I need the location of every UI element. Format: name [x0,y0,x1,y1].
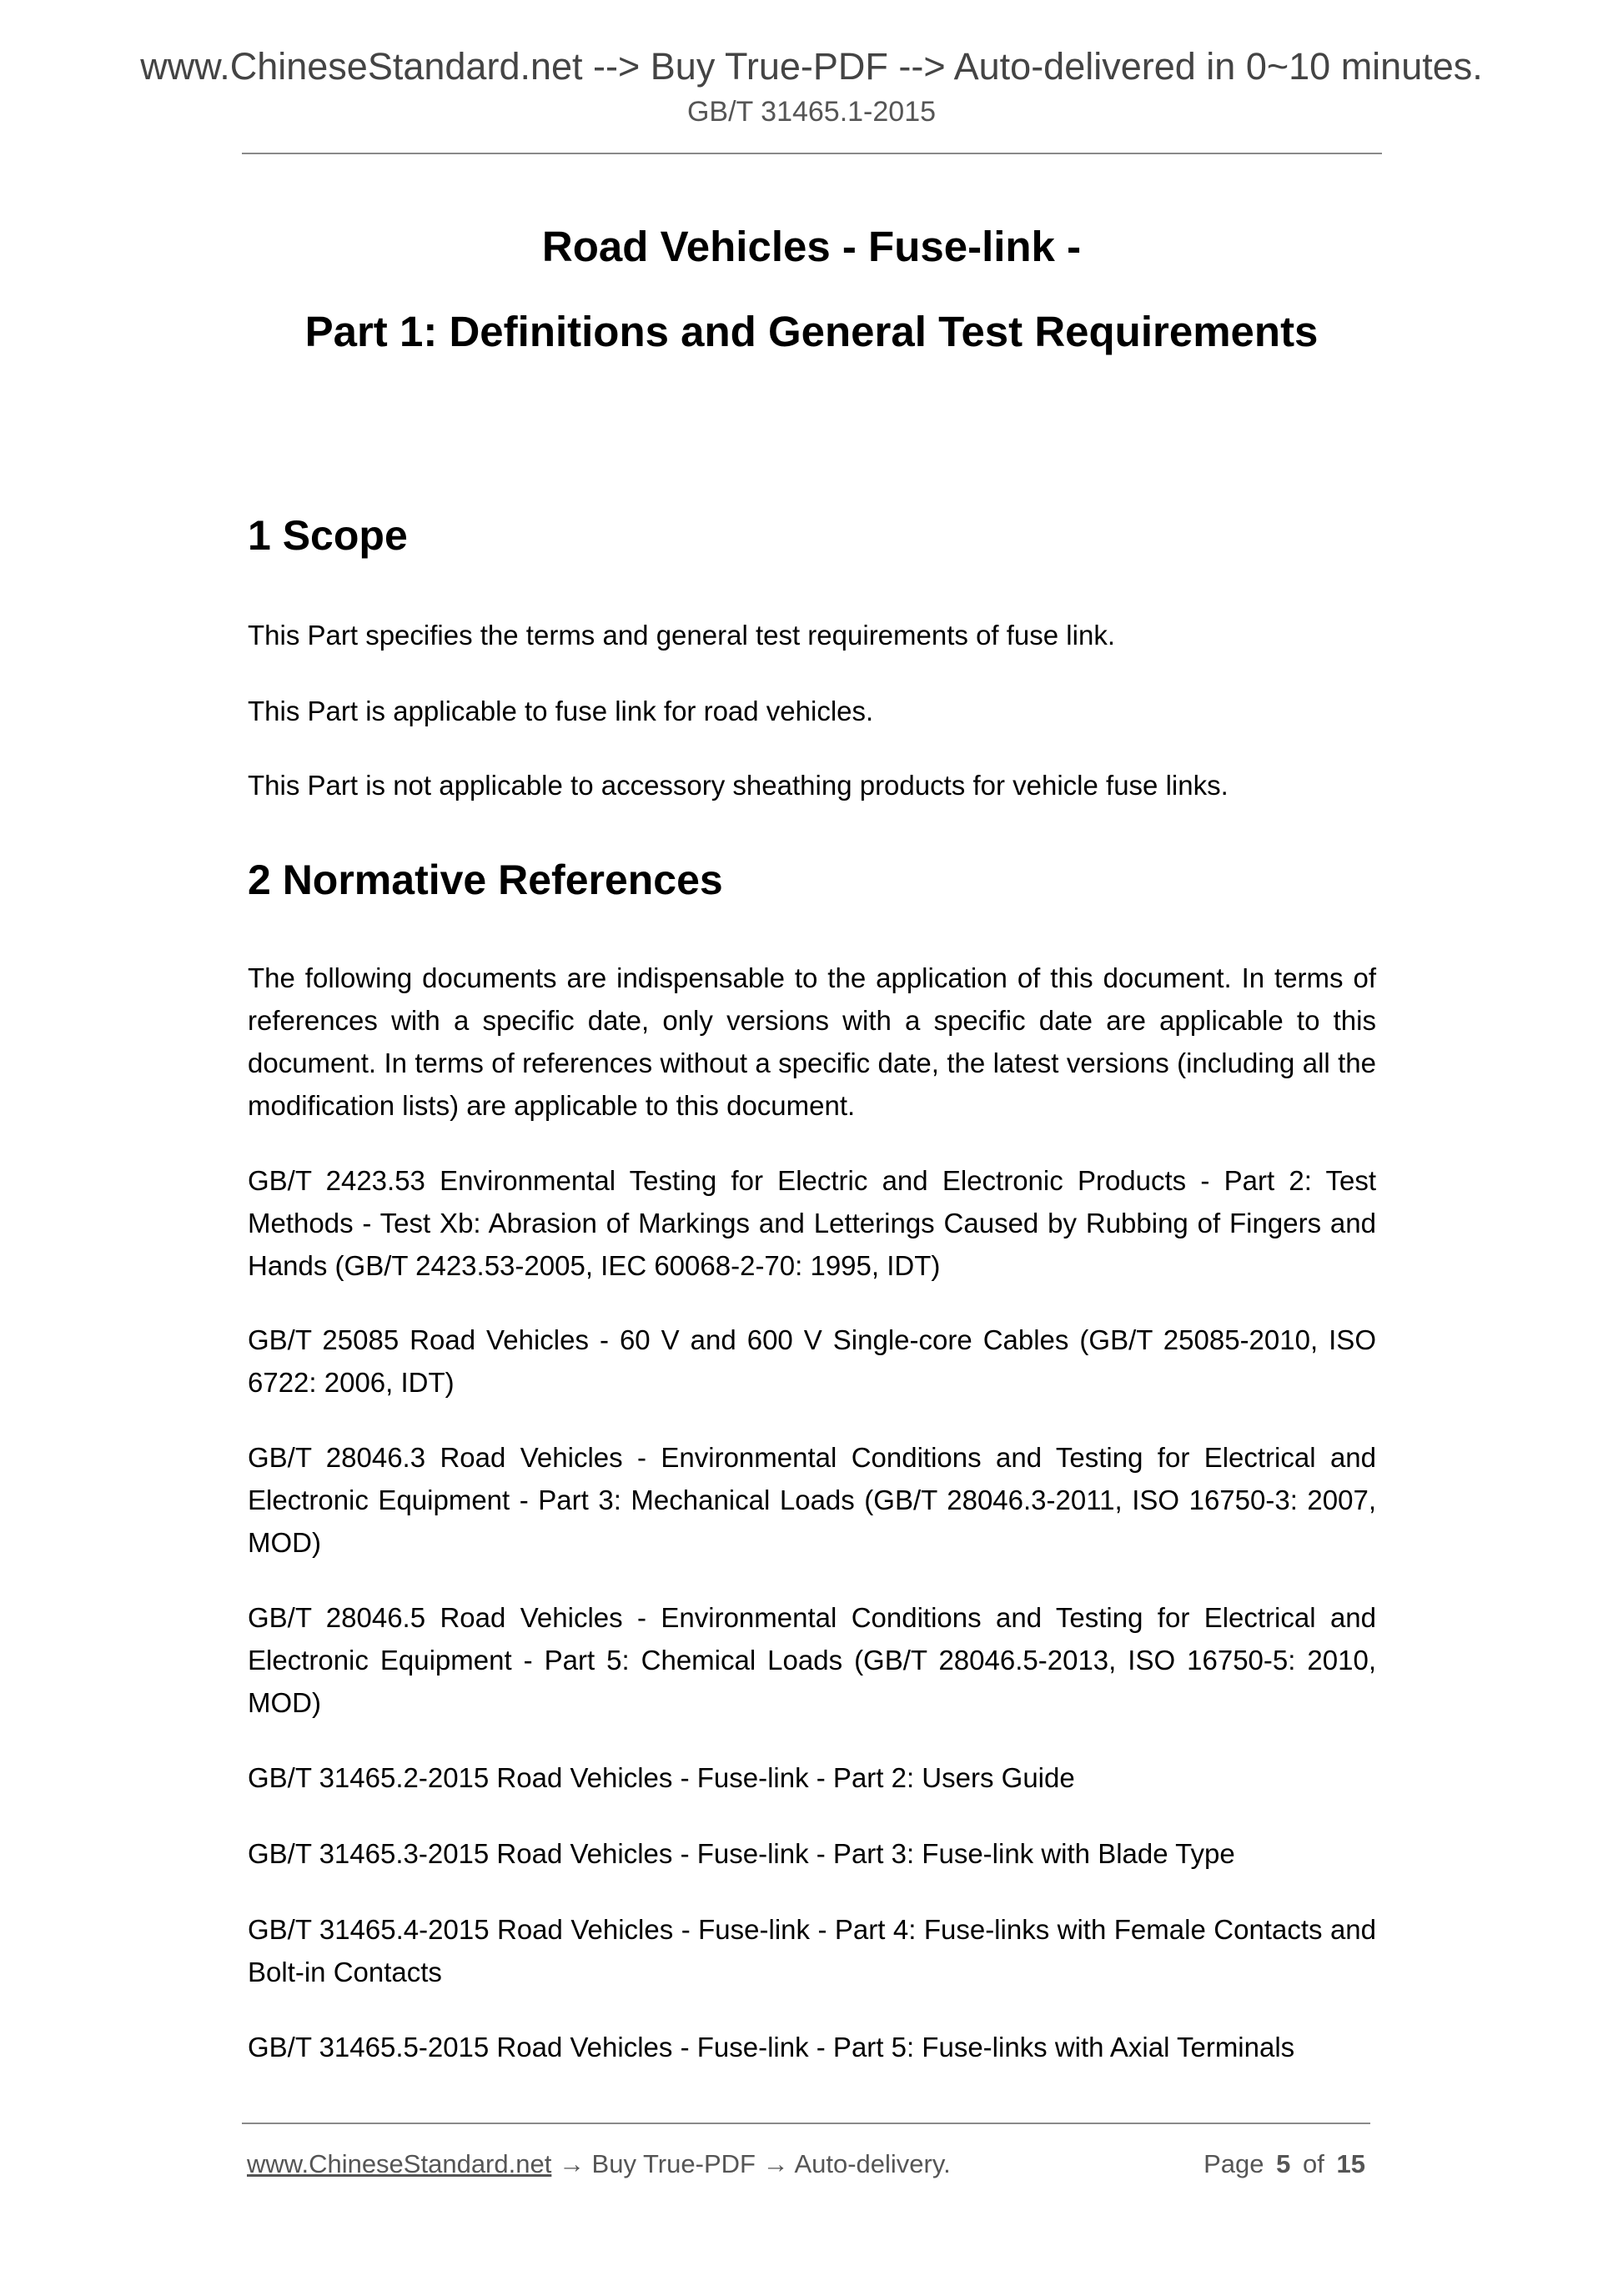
footer-site-link[interactable]: www.ChineseStandard.net [247,2149,552,2178]
header-divider [242,153,1382,154]
references-intro: The following documents are indispensable to the application of this document. In terms of references with a specific date, only versions with a specific date are applicable to this document. In terms of references without a specific date, the latest versions (including all the modification lists) are applicable to this document. [248,962,1376,1121]
footer-tagline: → Buy True-PDF → Auto-delivery. [551,2149,951,2178]
document-title-line2: Part 1: Definitions and General Test Requirements [304,308,1319,355]
section-heading-scope: 1 Scope [248,512,408,559]
document-title-line1: Road Vehicles - Fuse-link - [541,223,1082,270]
scope-paragraph: This Part is not applicable to accessory sheathing products for vehicle fuse links. [248,770,1229,801]
reference-item: GB/T 28046.3 Road Vehicles - Environmental Conditions and Testing for Electrical and Electronic Equipment - Part 3: Mechanical Loads (GB/T 28046.3-2011, ISO 16750-3: 2007, MOD) [248,1442,1376,1558]
reference-item: GB/T 31465.5-2015 Road Vehicles - Fuse-link - Part 5: Fuse-links with Axial Terminals [248,2032,1295,2062]
footer-divider [242,2123,1370,2124]
page-label: Page [1203,2149,1264,2178]
page-of-label: of [1303,2149,1324,2178]
scope-paragraph: This Part specifies the terms and general test requirements of fuse link. [248,620,1115,651]
header-banner: www.ChineseStandard.net --> Buy True-PDF --> Auto-delivered in 0~10 minutes. [140,45,1483,88]
page-total: 15 [1336,2149,1365,2178]
reference-item: GB/T 2423.53 Environmental Testing for Electric and Electronic Products - Part 2: Test Methods - Test Xb: Abrasion of Markings and Letterings Caused by Rubbing of Fingers and Hands (GB/T 2423.53-2005, IEC 60068-2-70: 1995, IDT) [248,1165,1376,1281]
reference-item: GB/T 31465.4-2015 Road Vehicles - Fuse-link - Part 4: Fuse-links with Female Contacts and Bolt-in Contacts [248,1914,1376,1987]
reference-item: GB/T 31465.3-2015 Road Vehicles - Fuse-link - Part 3: Fuse-link with Blade Type [248,1838,1235,1869]
reference-item: GB/T 28046.5 Road Vehicles - Environmental Conditions and Testing for Electrical and Electronic Equipment - Part 5: Chemical Loads (GB/T 28046.5-2013, ISO 16750-5: 2010, MOD) [248,1602,1376,1718]
page-current: 5 [1276,2149,1291,2178]
scope-paragraph: This Part is applicable to fuse link for road vehicles. [248,696,874,726]
footer-left [247,2148,951,2181]
reference-item: GB/T 25085 Road Vehicles - 60 V and 600 V Single-core Cables (GB/T 25085-2010, ISO 6722: 2006, IDT) [248,1324,1376,1398]
section-heading-normative-references: 2 Normative References [248,857,723,903]
reference-item: GB/T 31465.2-2015 Road Vehicles - Fuse-link - Part 2: Users Guide [248,1762,1075,1793]
page-indicator [1203,2148,1365,2181]
header-standard-code: GB/T 31465.1-2015 [686,96,937,128]
